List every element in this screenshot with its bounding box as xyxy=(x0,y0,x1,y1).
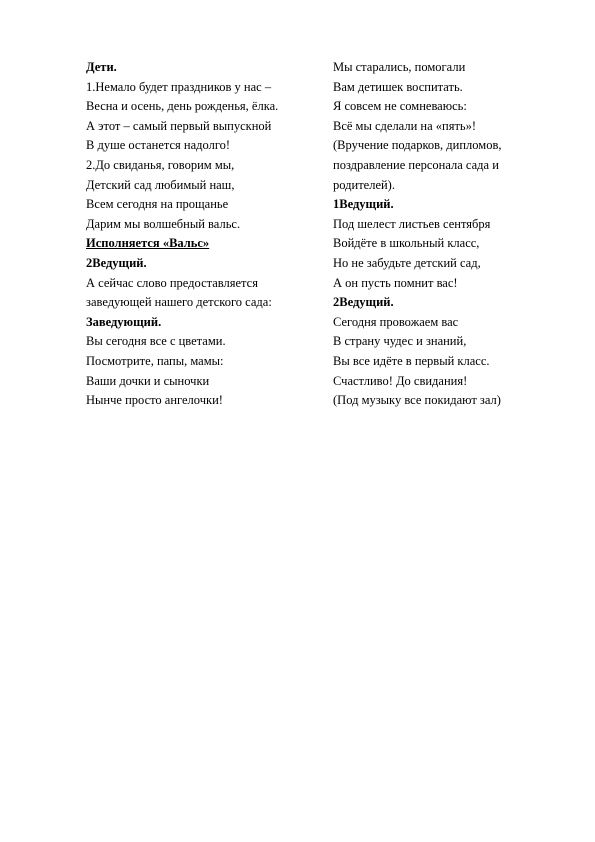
text-line: (Вручение подарков, дипломов, xyxy=(333,138,502,153)
speaker-heading: 1Ведущий. xyxy=(333,197,394,212)
text-line: Нынче просто ангелочки! xyxy=(86,393,223,408)
text-line: Мы старались, помогали xyxy=(333,60,466,74)
text-line: Посмотрите, папы, мамы: xyxy=(86,353,224,368)
text-line: Войдёте в школьный класс, xyxy=(333,236,480,251)
text-line: заведующей нашего детского сада: xyxy=(86,295,272,310)
text-line: Сегодня провожаем вас xyxy=(333,314,459,329)
text-line: Но не забудьте детский сад, xyxy=(333,255,481,270)
text-line: Весна и осень, день рожденья, ёлка. xyxy=(86,99,279,114)
text-line: 1.Немало будет праздников у нас – xyxy=(86,79,272,94)
text-line: Детский сад любимый наш, xyxy=(86,177,235,192)
text-line: Всё мы сделали на «пять»! xyxy=(333,118,477,133)
text-line: Я совсем не сомневаюсь: xyxy=(333,99,467,114)
text-line: А этот – самый первый выпускной xyxy=(86,118,272,133)
text-line: поздравление персонала сада и xyxy=(333,157,499,172)
text-line: В страну чудес и знаний, xyxy=(333,334,467,349)
text-line: Под шелест листьев сентября xyxy=(333,216,491,231)
right-text-column xyxy=(333,58,563,411)
speaker-heading: Дети. xyxy=(86,60,117,74)
text-line: А сейчас слово предоставляется xyxy=(86,275,258,290)
text-line: Всем сегодня на прощанье xyxy=(86,197,229,212)
text-line: В душе останется надолго! xyxy=(86,138,231,153)
speaker-heading: Исполняется «Вальс» xyxy=(86,236,210,251)
text-line: 2.До свиданья, говорим мы, xyxy=(86,157,235,172)
speaker-heading: 2Ведущий. xyxy=(333,295,394,310)
text-line: (Под музыку все покидают зал) xyxy=(333,393,501,408)
speaker-heading: Заведующий. xyxy=(86,314,162,329)
left-text-column xyxy=(86,58,316,411)
text-line: Вы все идёте в первый класс. xyxy=(333,353,490,368)
speaker-heading: 2Ведущий. xyxy=(86,255,147,270)
text-line: Ваши дочки и сыночки xyxy=(86,373,210,388)
text-line: Дарим мы волшебный вальс. xyxy=(86,216,241,231)
text-line: родителей). xyxy=(333,177,395,192)
text-line: Вы сегодня все с цветами. xyxy=(86,334,226,349)
text-line: Счастливо! До свидания! xyxy=(333,373,468,388)
text-line: Вам детишек воспитать. xyxy=(333,79,463,94)
text-line: А он пусть помнит вас! xyxy=(333,275,458,290)
